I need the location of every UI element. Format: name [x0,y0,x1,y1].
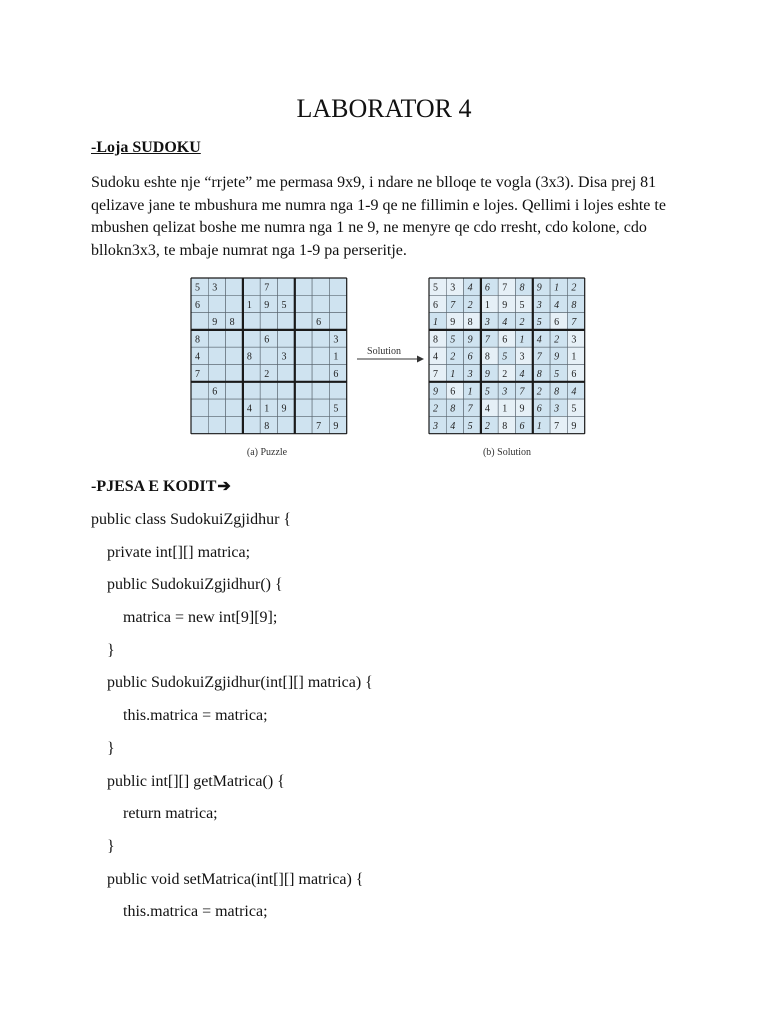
code-line: matrica = new int[9][9]; [91,609,278,627]
puzzle-cell [295,330,312,347]
solution-digit: 9 [502,299,508,311]
puzzle-digit: 5 [281,299,287,311]
puzzle-digit: 8 [229,317,235,329]
solution-digit: 5 [554,369,560,380]
solution-digit: 2 [502,369,508,380]
solution-digit: 1 [433,317,438,329]
solution-digit: 5 [433,282,438,294]
solution-digit: 9 [571,420,577,432]
solution-digit: 2 [467,299,473,311]
solution-digit: 7 [484,334,490,346]
puzzle-cell [226,330,243,347]
puzzle-digit: 7 [316,420,322,432]
solution-digit: 3 [450,282,456,294]
puzzle-cell [312,295,329,312]
puzzle-cell [226,399,243,416]
puzzle-digit: 9 [264,299,270,311]
sudoku-figure [187,270,587,460]
solution-digit: 6 [467,351,473,363]
solution-digit: 6 [433,299,438,311]
solution-digit: 1 [554,282,560,294]
puzzle-digit: 6 [264,334,270,346]
solution-digit: 2 [519,317,525,329]
solution-digit: 2 [536,386,542,398]
puzzle-digit: 9 [281,403,287,415]
puzzle-cell [312,365,329,382]
arrow-label: Solution [367,346,401,357]
puzzle-cell [243,365,260,382]
puzzle-digit: 7 [264,282,270,294]
puzzle-cell [191,382,208,399]
puzzle-cell [312,330,329,347]
puzzle-digit: 6 [316,317,322,329]
solution-digit: 7 [519,386,525,398]
solution-digit: 6 [536,403,542,415]
solution-digit: 6 [519,420,525,432]
solution-digit: 3 [502,386,508,398]
code-heading-label: -PJESA E KODIT [91,478,217,495]
code-heading [91,476,231,496]
code-line: } [91,641,115,659]
puzzle-cell [243,382,260,399]
puzzle-digit: 1 [246,299,252,311]
puzzle-digit: 3 [281,351,287,363]
puzzle-digit: 9 [212,317,218,329]
solution-digit: 4 [554,299,560,311]
solution-digit: 3 [433,420,438,432]
solution-digit: 4 [484,403,490,415]
puzzle-cell [226,278,243,295]
puzzle-cell [208,330,225,347]
puzzle-cell [295,416,312,433]
solution-digit: 1 [571,351,577,363]
puzzle-digit: 4 [246,403,252,415]
code-line: public int[][] getMatrica() { [91,772,285,790]
solution-digit: 7 [536,351,542,363]
solution-digit: 4 [467,282,473,294]
solution-digit: 5 [536,317,542,329]
puzzle-cell [278,278,295,295]
solution-digit: 8 [554,386,560,398]
puzzle-cell [312,382,329,399]
puzzle-cell [243,330,260,347]
solution-digit: 8 [502,420,508,432]
solution-grid [429,278,585,434]
solution-digit: 3 [536,299,542,311]
puzzle-cell [208,416,225,433]
puzzle-cell [329,313,346,330]
solution-digit: 9 [433,386,438,398]
solution-digit: 7 [571,317,577,329]
puzzle-digit: 8 [264,420,270,432]
puzzle-cell [243,278,260,295]
solution-digit: 4 [536,334,542,346]
solution-digit: 1 [502,403,508,415]
puzzle-cell [243,416,260,433]
solution-digit: 2 [484,420,490,432]
solution-digit: 1 [536,420,542,432]
solution-digit: 5 [519,299,525,311]
right-arrow-icon: ➔ [217,478,231,495]
solution-digit: 4 [571,386,577,398]
puzzle-cell [329,278,346,295]
code-line: return matrica; [91,805,218,823]
puzzle-cell [208,347,225,364]
section-heading: -Loja SUDOKU [91,139,201,156]
solution-digit: 1 [467,386,473,398]
code-line: public void setMatrica(int[][] matrica) { [91,870,364,888]
solution-digit: 4 [502,317,508,329]
solution-digit: 9 [484,369,490,380]
solution-digit: 7 [467,403,473,415]
solution-digit: 2 [433,403,438,415]
solution-digit: 3 [467,369,473,380]
solution-digit: 9 [536,282,542,294]
puzzle-digit: 8 [246,351,252,363]
puzzle-cell [278,313,295,330]
code-block [91,510,373,935]
puzzle-cell [208,365,225,382]
puzzle-cell [226,347,243,364]
solution-digit: 7 [502,282,508,294]
code-line: public class SudokuiZgjidhur { [91,511,292,528]
solution-digit: 4 [450,420,456,432]
puzzle-cell [295,365,312,382]
puzzle-digit: 1 [333,351,339,363]
solution-digit: 9 [450,317,456,329]
page-title: LABORATOR 4 [296,94,472,123]
intro-paragraph: Sudoku eshte nje “rrjete” me permasa 9x9, i ndare ne blloqe te vogla (3x3). Disa prej 81 qelizave jane te mbushura me numra nga 1-9 qe ne fillimin e lojes. Qellimi i lojes eshte te mbushen qelizat boshe me numra nga 1 ne 9, ne menyre qe cdo rresht, cdo kolone, cdo bllokn3x3, te mbaje numrat nga 1-9 pa perseritje. [91,174,666,259]
puzzle-cell [278,416,295,433]
solution-digit: 6 [450,386,456,398]
solution-digit: 5 [484,386,490,398]
solution-digit: 3 [519,351,525,363]
solution-digit: 8 [450,403,456,415]
puzzle-cell [226,382,243,399]
solution-digit: 6 [484,282,490,294]
solution-digit: 8 [467,317,473,329]
puzzle-digit: 9 [333,420,339,432]
puzzle-cell [191,416,208,433]
puzzle-digit: 8 [195,334,200,346]
puzzle-cell [278,330,295,347]
puzzle-cell [226,295,243,312]
solution-digit: 7 [554,420,560,432]
code-line: public SudokuiZgjidhur(int[][] matrica) { [91,674,373,692]
puzzle-cell [191,399,208,416]
puzzle-cell [278,365,295,382]
solution-digit: 3 [484,317,490,329]
puzzle-digit: 5 [195,282,200,294]
puzzle-digit: 3 [212,282,218,294]
puzzle-cell [329,295,346,312]
solution-digit: 6 [571,369,577,380]
solution-digit: 3 [554,403,560,415]
solution-digit: 5 [450,334,456,346]
code-line: this.matrica = matrica; [91,903,268,921]
puzzle-cell [208,295,225,312]
solution-digit: 8 [484,351,490,363]
puzzle-cell [226,416,243,433]
solution-digit: 3 [571,334,577,346]
puzzle-cell [312,399,329,416]
solution-digit: 1 [519,334,525,346]
solution-caption: (b) Solution [482,447,532,458]
puzzle-cell [312,278,329,295]
solution-digit: 9 [554,351,560,363]
solution-digit: 5 [467,420,473,432]
puzzle-cell [208,399,225,416]
solution-digit: 6 [502,334,508,346]
puzzle-caption: (a) Puzzle [246,447,288,458]
solution-digit: 4 [433,351,438,363]
puzzle-cell [260,313,277,330]
solution-digit: 2 [554,334,560,346]
sudoku-figure-svg [187,270,587,460]
solution-digit: 8 [536,369,542,380]
code-line: public SudokuiZgjidhur() { [91,576,283,594]
solution-digit: 7 [433,369,438,380]
code-line: } [91,837,115,855]
puzzle-cell [260,382,277,399]
puzzle-digit: 6 [333,369,339,380]
puzzle-cell [295,399,312,416]
solution-digit: 7 [450,299,456,311]
puzzle-cell [295,295,312,312]
puzzle-digit: 6 [195,299,200,311]
solution-digit: 2 [450,351,456,363]
puzzle-cell [329,382,346,399]
code-line: } [91,739,115,757]
solution-digit: 5 [571,403,577,415]
puzzle-cell [278,382,295,399]
code-line: private int[][] matrica; [91,543,251,561]
puzzle-cell [295,313,312,330]
solution-digit: 9 [519,403,525,415]
solution-digit: 6 [554,317,560,329]
puzzle-cell [243,313,260,330]
puzzle-cell [295,278,312,295]
solution-digit: 8 [519,282,525,294]
puzzle-cell [226,365,243,382]
puzzle-digit: 7 [195,369,200,380]
puzzle-digit: 5 [333,403,339,415]
puzzle-grid [191,278,347,434]
puzzle-digit: 2 [264,369,270,380]
puzzle-digit: 6 [212,386,218,398]
puzzle-cell [191,313,208,330]
puzzle-cell [295,382,312,399]
solution-digit: 1 [484,299,490,311]
puzzle-cell [312,347,329,364]
puzzle-digit: 3 [333,334,339,346]
puzzle-cell [295,347,312,364]
solution-digit: 5 [502,351,508,363]
solution-digit: 8 [433,334,438,346]
puzzle-cell [260,347,277,364]
puzzle-digit: 1 [264,403,270,415]
solution-digit: 9 [467,334,473,346]
solution-digit: 2 [571,282,577,294]
solution-digit: 8 [571,299,577,311]
solution-digit: 4 [519,369,525,380]
puzzle-digit: 4 [195,351,200,363]
solution-digit: 1 [450,369,456,380]
code-line: this.matrica = matrica; [91,707,268,725]
